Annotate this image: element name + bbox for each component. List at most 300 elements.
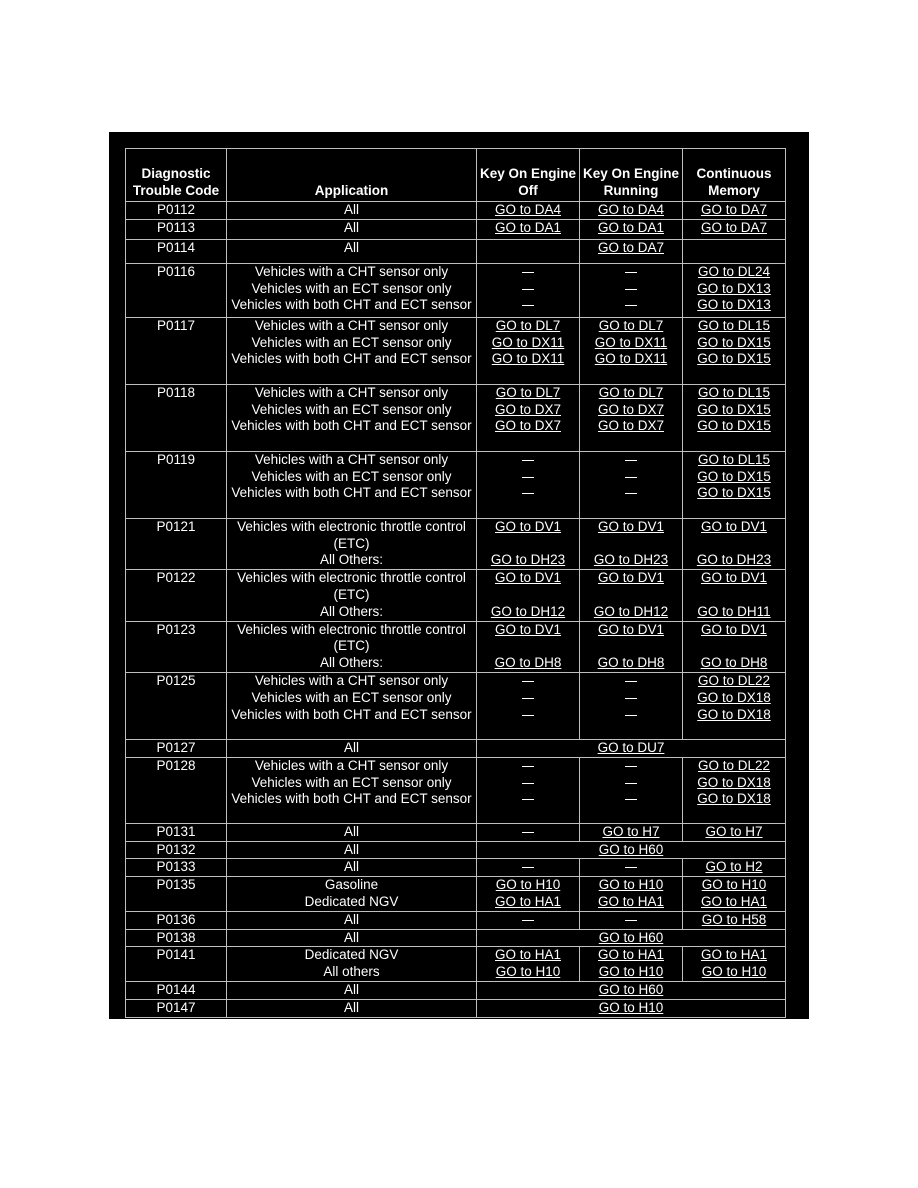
koer-test xyxy=(580,672,683,739)
dash-mark xyxy=(522,920,534,921)
procedure-link[interactable]: GO to DX11 xyxy=(594,351,668,367)
header-code-line2: Trouble Code xyxy=(132,183,220,199)
not-applicable-dash xyxy=(477,297,579,314)
table-row xyxy=(126,981,786,999)
procedure-link[interactable]: GO to DV1 xyxy=(597,621,665,637)
application xyxy=(227,981,477,999)
not-applicable-dash xyxy=(580,264,682,281)
procedure-link[interactable]: GO to DL24 xyxy=(697,263,771,279)
not-applicable-dash xyxy=(477,469,579,486)
koer-test xyxy=(580,859,683,877)
procedure-link[interactable]: GO to DL7 xyxy=(598,317,664,333)
procedure-link[interactable]: GO to DX15 xyxy=(697,334,771,350)
koeo-test xyxy=(477,823,580,841)
dash-mark xyxy=(522,289,534,290)
procedure-link[interactable]: GO to H10 xyxy=(598,964,664,980)
procedure-link[interactable]: GO to DX15 xyxy=(697,468,771,484)
cell-line: Vehicles with both CHT and ECT sensor xyxy=(231,297,472,313)
procedure-link[interactable]: GO to DX15 xyxy=(697,401,771,417)
cell-line: All xyxy=(343,911,359,927)
table-row xyxy=(126,317,786,384)
application xyxy=(227,263,477,317)
procedure-link[interactable]: GO to DX7 xyxy=(494,401,562,417)
application xyxy=(227,823,477,841)
procedure-link[interactable]: GO to DA4 xyxy=(597,202,665,217)
dtc-code xyxy=(126,239,227,263)
koeo-test xyxy=(477,518,580,569)
procedure-link[interactable]: GO to DV1 xyxy=(700,518,768,534)
continuous-memory-test xyxy=(683,451,786,518)
procedure-link xyxy=(477,240,579,257)
not-applicable-dash xyxy=(580,452,682,469)
cell-line: All Others: xyxy=(319,603,384,619)
dtc-code xyxy=(126,621,227,672)
application xyxy=(227,841,477,859)
dash-mark xyxy=(625,289,637,290)
not-applicable-dash xyxy=(580,281,682,298)
dtc-code xyxy=(126,202,227,220)
table-row xyxy=(126,841,786,859)
continuous-memory-test xyxy=(683,239,786,263)
koeo-test xyxy=(477,621,580,672)
not-applicable-dash xyxy=(580,775,682,792)
dash-mark xyxy=(522,272,534,273)
procedure-link[interactable]: GO to DV1 xyxy=(700,570,768,586)
dtc-code-text: P0131 xyxy=(156,823,196,839)
procedure-link[interactable]: GO to DV1 xyxy=(597,570,665,586)
koeo-test xyxy=(477,384,580,451)
procedure-link[interactable]: GO to DH8 xyxy=(700,655,768,671)
all-modes-test xyxy=(477,981,786,999)
dtc-code xyxy=(126,384,227,451)
procedure-link[interactable]: GO to DA1 xyxy=(494,219,562,235)
koer-test xyxy=(580,518,683,569)
table-row xyxy=(126,947,786,982)
koeo-test xyxy=(477,219,580,239)
dash-mark xyxy=(625,920,637,921)
koer-test xyxy=(580,877,683,912)
cell-line: All Others: xyxy=(319,552,384,568)
application xyxy=(227,947,477,982)
header-koer-line2: Running xyxy=(603,183,659,199)
koer-test xyxy=(580,451,683,518)
procedure-link[interactable]: GO to DU7 xyxy=(597,739,665,755)
procedure-link[interactable]: GO to DX18 xyxy=(697,689,771,705)
table-row xyxy=(126,877,786,912)
dtc-code-text: P0125 xyxy=(156,672,196,688)
dtc-code-text: P0138 xyxy=(156,929,196,945)
application xyxy=(227,757,477,823)
cell-line: All xyxy=(343,999,359,1015)
continuous-memory-test xyxy=(683,202,786,220)
procedure-link[interactable]: GO to DL22 xyxy=(697,672,771,688)
cell-line: All xyxy=(343,239,359,255)
procedure-link[interactable]: GO to DV1 xyxy=(700,621,768,637)
dash-mark xyxy=(522,715,534,716)
cell-line: Vehicles with an ECT sensor only xyxy=(251,468,452,484)
not-applicable-dash xyxy=(477,912,579,929)
procedure-link[interactable]: GO to H10 xyxy=(495,964,561,980)
continuous-memory-test xyxy=(683,317,786,384)
not-applicable-dash xyxy=(477,824,579,841)
procedure-link xyxy=(580,587,682,604)
header-code-line1: Diagnostic xyxy=(141,166,211,182)
koer-test xyxy=(580,621,683,672)
procedure-link[interactable]: GO to H58 xyxy=(701,911,767,927)
application xyxy=(227,202,477,220)
header-koer-line1: Key On Engine xyxy=(582,166,680,182)
dash-mark xyxy=(522,799,534,800)
procedure-link[interactable]: GO to H7 xyxy=(705,823,763,839)
continuous-memory-test xyxy=(683,384,786,451)
procedure-link[interactable]: GO to DL22 xyxy=(697,757,771,773)
not-applicable-dash xyxy=(477,758,579,775)
koer-test xyxy=(580,202,683,220)
koeo-test xyxy=(477,877,580,912)
procedure-link[interactable]: GO to DA7 xyxy=(700,219,768,235)
procedure-link[interactable]: GO to HA1 xyxy=(597,893,665,909)
procedure-link[interactable]: GO to H60 xyxy=(598,929,664,945)
application xyxy=(227,621,477,672)
procedure-link[interactable]: GO to DL7 xyxy=(495,317,561,333)
dtc-code xyxy=(126,757,227,823)
cell-line: Vehicles with a CHT sensor only xyxy=(254,384,449,400)
not-applicable-dash xyxy=(477,775,579,792)
procedure-link xyxy=(683,240,785,257)
dtc-code xyxy=(126,317,227,384)
koeo-test xyxy=(477,757,580,823)
cell-line: Vehicles with both CHT and ECT sensor xyxy=(231,791,472,807)
not-applicable-dash xyxy=(477,264,579,281)
application xyxy=(227,877,477,912)
dtc-code-text: P0144 xyxy=(156,981,196,997)
header-cm-line2: Memory xyxy=(708,183,760,199)
cell-line: All xyxy=(343,859,359,875)
procedure-link[interactable]: GO to DL15 xyxy=(697,451,771,467)
not-applicable-dash xyxy=(580,485,682,502)
cell-line: All xyxy=(343,739,359,755)
procedure-link[interactable]: GO to DH23 xyxy=(593,552,669,568)
not-applicable-dash xyxy=(477,452,579,469)
koeo-test xyxy=(477,859,580,877)
dtc-table xyxy=(125,148,786,1018)
procedure-link[interactable]: GO to DX13 xyxy=(697,297,771,313)
dash-mark xyxy=(625,305,637,306)
dash-mark xyxy=(522,698,534,699)
koer-test xyxy=(580,239,683,263)
dtc-code-text: P0118 xyxy=(156,384,196,400)
dash-mark xyxy=(522,477,534,478)
dash-mark xyxy=(625,460,637,461)
header-row xyxy=(126,149,786,202)
header-application xyxy=(227,149,477,202)
not-applicable-dash xyxy=(477,791,579,808)
dtc-code xyxy=(126,841,227,859)
cell-line: All xyxy=(343,823,359,839)
application xyxy=(227,672,477,739)
cell-line: Gasoline xyxy=(324,877,379,893)
dtc-code xyxy=(126,823,227,841)
application xyxy=(227,999,477,1017)
procedure-link[interactable]: GO to HA1 xyxy=(597,947,665,963)
dtc-code xyxy=(126,219,227,239)
dash-mark xyxy=(625,698,637,699)
dtc-code-text: P0116 xyxy=(156,263,196,279)
cell-line: Vehicles with both CHT and ECT sensor xyxy=(231,485,472,501)
procedure-link[interactable]: GO to DX15 xyxy=(697,485,771,501)
procedure-link xyxy=(580,638,682,655)
dtc-code xyxy=(126,929,227,947)
table-row xyxy=(126,621,786,672)
cell-line: Vehicles with a CHT sensor only xyxy=(254,317,449,333)
koer-test xyxy=(580,570,683,621)
procedure-link[interactable]: GO to DL15 xyxy=(697,317,771,333)
table-row xyxy=(126,219,786,239)
procedure-link[interactable]: GO to H10 xyxy=(701,964,767,980)
cell-line: All xyxy=(343,219,359,235)
procedure-link[interactable]: GO to H2 xyxy=(705,859,763,875)
koeo-test xyxy=(477,263,580,317)
header-continuous-memory xyxy=(683,149,786,202)
dtc-code-text: P0147 xyxy=(156,999,196,1015)
dtc-code xyxy=(126,451,227,518)
table-row xyxy=(126,570,786,621)
procedure-link[interactable]: GO to DH8 xyxy=(597,655,665,671)
dtc-code xyxy=(126,518,227,569)
dash-mark xyxy=(625,272,637,273)
all-modes-test xyxy=(477,999,786,1017)
procedure-link[interactable]: GO to H10 xyxy=(598,999,664,1015)
all-modes-test xyxy=(477,739,786,757)
header-koeo-line1: Key On Engine xyxy=(479,166,577,182)
procedure-link[interactable]: GO to DA7 xyxy=(597,239,665,255)
procedure-link[interactable]: GO to H7 xyxy=(602,823,660,839)
procedure-link[interactable]: GO to DA7 xyxy=(700,202,768,217)
procedure-link[interactable]: GO to DX7 xyxy=(597,401,665,417)
dash-mark xyxy=(522,766,534,767)
dtc-code-text: P0123 xyxy=(156,621,196,637)
application xyxy=(227,384,477,451)
koer-test xyxy=(580,947,683,982)
application xyxy=(227,451,477,518)
procedure-link[interactable]: GO to DH12 xyxy=(490,603,566,619)
procedure-link xyxy=(477,587,579,604)
header-application-line1: Application xyxy=(314,183,389,199)
procedure-link xyxy=(683,587,785,604)
not-applicable-dash xyxy=(477,673,579,690)
cell-line: All xyxy=(343,981,359,997)
table-row xyxy=(126,239,786,263)
procedure-link[interactable]: GO to DH8 xyxy=(494,655,562,671)
table-row xyxy=(126,451,786,518)
koer-test xyxy=(580,219,683,239)
table-row xyxy=(126,929,786,947)
dtc-code xyxy=(126,263,227,317)
procedure-link[interactable]: GO to H10 xyxy=(495,877,561,893)
procedure-link[interactable]: GO to DX7 xyxy=(597,418,665,434)
procedure-link[interactable]: GO to DX11 xyxy=(594,334,668,350)
cell-line: Dedicated NGV xyxy=(304,893,399,909)
cell-line: Vehicles with both CHT and ECT sensor xyxy=(231,418,472,434)
not-applicable-dash xyxy=(477,281,579,298)
application xyxy=(227,518,477,569)
continuous-memory-test xyxy=(683,947,786,982)
procedure-link[interactable]: GO to HA1 xyxy=(700,893,768,909)
cell-line: Vehicles with a CHT sensor only xyxy=(254,672,449,688)
dtc-code-text: P0112 xyxy=(156,202,196,217)
koer-test xyxy=(580,911,683,929)
table-row xyxy=(126,757,786,823)
cell-line: Vehicles with an ECT sensor only xyxy=(251,689,452,705)
koeo-test xyxy=(477,451,580,518)
dash-mark xyxy=(625,477,637,478)
dtc-code xyxy=(126,672,227,739)
header-koer xyxy=(580,149,683,202)
procedure-link[interactable]: GO to H10 xyxy=(701,877,767,893)
not-applicable-dash xyxy=(580,469,682,486)
dtc-code-text: P0128 xyxy=(156,757,196,773)
table-row xyxy=(126,384,786,451)
dtc-code-text: P0113 xyxy=(156,219,196,235)
not-applicable-dash xyxy=(580,297,682,314)
procedure-link[interactable]: GO to DX11 xyxy=(491,334,565,350)
dash-mark xyxy=(522,493,534,494)
procedure-link[interactable]: GO to DX11 xyxy=(491,351,565,367)
procedure-link[interactable]: GO to HA1 xyxy=(494,947,562,963)
dtc-code xyxy=(126,999,227,1017)
koer-test xyxy=(580,317,683,384)
table-row xyxy=(126,911,786,929)
dtc-code-text: P0127 xyxy=(156,739,196,755)
cell-line: Vehicles with a CHT sensor only xyxy=(254,757,449,773)
dtc-table-body xyxy=(126,202,786,1018)
continuous-memory-test xyxy=(683,757,786,823)
dtc-code xyxy=(126,859,227,877)
not-applicable-dash xyxy=(580,859,682,876)
procedure-link[interactable]: GO to DX13 xyxy=(697,280,771,296)
procedure-link[interactable]: GO to DL7 xyxy=(495,384,561,400)
application xyxy=(227,911,477,929)
procedure-link xyxy=(477,536,579,553)
procedure-link[interactable]: GO to DX15 xyxy=(697,418,771,434)
cell-line: (ETC) xyxy=(333,586,370,602)
continuous-memory-test xyxy=(683,672,786,739)
application xyxy=(227,239,477,263)
dash-mark xyxy=(625,681,637,682)
procedure-link[interactable]: GO to DX18 xyxy=(697,706,771,722)
dash-mark xyxy=(522,867,534,868)
procedure-link[interactable]: GO to DH23 xyxy=(696,552,772,568)
dtc-code-text: P0133 xyxy=(156,859,196,875)
dtc-code-text: P0136 xyxy=(156,911,196,927)
all-modes-test xyxy=(477,841,786,859)
application xyxy=(227,859,477,877)
procedure-link[interactable]: GO to DV1 xyxy=(597,518,665,534)
koer-test xyxy=(580,757,683,823)
table-row xyxy=(126,859,786,877)
procedure-link[interactable]: GO to HA1 xyxy=(700,947,768,963)
dtc-code xyxy=(126,947,227,982)
procedure-link[interactable]: GO to DH23 xyxy=(490,552,566,568)
not-applicable-dash xyxy=(580,690,682,707)
procedure-link[interactable]: GO to H10 xyxy=(598,877,664,893)
cell-line: Vehicles with electronic throttle control xyxy=(237,518,466,534)
dash-mark xyxy=(522,460,534,461)
procedure-link[interactable]: GO to DH11 xyxy=(697,603,771,619)
header-koeo xyxy=(477,149,580,202)
not-applicable-dash xyxy=(477,690,579,707)
procedure-link[interactable]: GO to DV1 xyxy=(494,621,562,637)
dash-mark xyxy=(522,305,534,306)
cell-line: All xyxy=(343,929,359,945)
procedure-link[interactable]: GO to H60 xyxy=(598,981,664,997)
not-applicable-dash xyxy=(477,485,579,502)
application xyxy=(227,570,477,621)
procedure-link xyxy=(580,536,682,553)
table-row xyxy=(126,518,786,569)
dtc-code xyxy=(126,877,227,912)
not-applicable-dash xyxy=(580,912,682,929)
cell-line: All Others: xyxy=(319,655,384,671)
table-row xyxy=(126,672,786,739)
dtc-code-text: P0121 xyxy=(156,518,196,534)
cell-line: (ETC) xyxy=(333,535,370,551)
procedure-link[interactable]: GO to DV1 xyxy=(494,570,562,586)
procedure-link[interactable]: GO to DV1 xyxy=(494,518,562,534)
procedure-link[interactable]: GO to DA4 xyxy=(494,202,562,217)
dtc-code xyxy=(126,911,227,929)
dtc-code-text: P0119 xyxy=(156,451,196,467)
dash-mark xyxy=(625,799,637,800)
table-row xyxy=(126,823,786,841)
procedure-link xyxy=(477,638,579,655)
cell-line: Vehicles with a CHT sensor only xyxy=(254,263,449,279)
dash-mark xyxy=(625,766,637,767)
continuous-memory-test xyxy=(683,823,786,841)
procedure-link[interactable]: GO to DA1 xyxy=(597,219,665,235)
koeo-test xyxy=(477,570,580,621)
cell-line: Vehicles with an ECT sensor only xyxy=(251,280,452,296)
application xyxy=(227,739,477,757)
procedure-link[interactable]: GO to DL7 xyxy=(598,384,664,400)
procedure-link[interactable]: GO to DL15 xyxy=(697,384,771,400)
cell-line: Vehicles with an ECT sensor only xyxy=(251,774,452,790)
koer-test xyxy=(580,263,683,317)
dash-mark xyxy=(522,832,534,833)
procedure-link[interactable]: GO to DX7 xyxy=(494,418,562,434)
koeo-test xyxy=(477,239,580,263)
application xyxy=(227,929,477,947)
application xyxy=(227,219,477,239)
dtc-code-text: P0122 xyxy=(156,570,196,586)
cell-line: All xyxy=(343,841,359,857)
continuous-memory-test xyxy=(683,518,786,569)
procedure-link[interactable]: GO to H60 xyxy=(598,841,664,857)
koeo-test xyxy=(477,317,580,384)
dash-mark xyxy=(522,783,534,784)
cell-line: Vehicles with a CHT sensor only xyxy=(254,451,449,467)
procedure-link[interactable]: GO to DX18 xyxy=(697,791,771,807)
continuous-memory-test xyxy=(683,859,786,877)
cell-line: Dedicated NGV xyxy=(304,947,399,963)
koer-test xyxy=(580,823,683,841)
cell-line: All others xyxy=(323,964,380,980)
procedure-link[interactable]: GO to DX18 xyxy=(697,774,771,790)
procedure-link[interactable]: GO to DX15 xyxy=(697,351,771,367)
procedure-link[interactable]: GO to DH12 xyxy=(593,603,669,619)
continuous-memory-test xyxy=(683,911,786,929)
procedure-link[interactable]: GO to HA1 xyxy=(494,893,562,909)
